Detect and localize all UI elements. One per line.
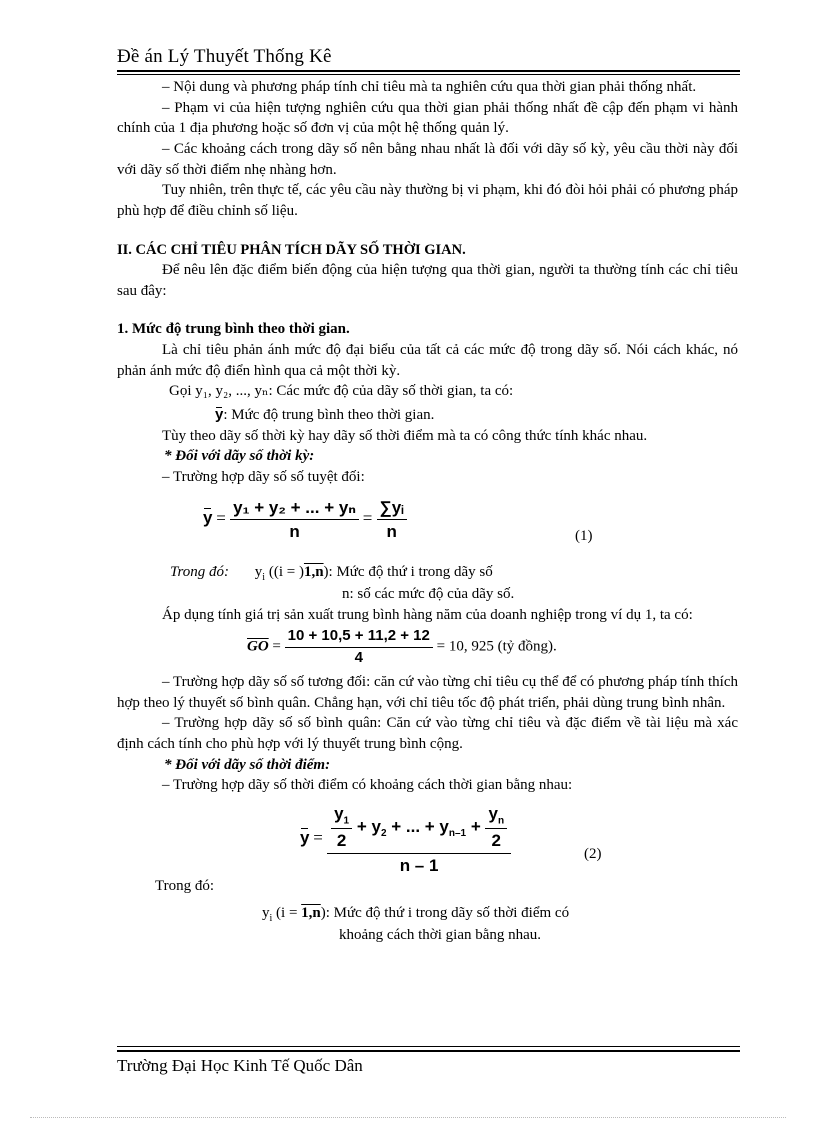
paragraph: – Các khoảng cách trong dãy số nên bằng nhau nhất là đối với dãy số kỳ, yêu cầu thời này đối với dãy số thời điểm nhẹ nhàng hơn. xyxy=(117,141,738,178)
paragraph: – Nội dung và phương pháp tính chỉ tiêu mà ta nghiên cứu qua thời gian phải thống nhất. xyxy=(162,79,697,95)
paragraph: Gọi y₁, y₂, ..., yₙ: Các mức độ của dãy số thời gian, ta có: xyxy=(169,383,514,400)
paragraph: – Trường hợp dãy số số tương đối: căn cứ vào từng chỉ tiêu cụ thể để có phương pháp tính thích hợp theo lý thuyết số bình quân. Chẳng hạn, với chỉ tiêu tốc độ phát triển, phải dùng trung bình nhân. xyxy=(117,673,738,711)
footer-title: Trường Đại Học Kinh Tế Quốc Dân xyxy=(117,1056,363,1075)
go-numerator: 10 + 10,5 + 11,2 + 12 xyxy=(285,626,433,648)
paragraph: Để nêu lên đặc điểm biến động của hiện tượng qua thời gian, người ta thường tính các chỉ tiêu sau đây: xyxy=(117,261,738,299)
equation-number: (1) xyxy=(575,527,593,544)
paragraph: – Trường hợp dãy số số tuyệt đối: xyxy=(162,469,365,485)
paragraph: n: số các mức độ của dãy số. xyxy=(342,586,515,603)
paragraph: Tùy theo dãy số thời kỳ hay dãy số thời điểm mà ta có công thức tính khác nhau. xyxy=(162,427,648,444)
paragraph: – Trường hợp dãy số thời điểm có khoảng cách thời gian bằng nhau: xyxy=(162,777,573,794)
page-content xyxy=(117,73,738,946)
italic-heading: * Đối với dãy số thời điểm: xyxy=(164,756,331,773)
formula-1: y = $\frac{\text{y₁ + y₂ + ... + yₙ}}{n}$ = $\frac{\text{∑yᵢ}}{n}$ (1) xyxy=(117,488,738,564)
paragraph: khoảng cách thời gian bằng nhau. xyxy=(339,927,542,944)
paragraph: – Phạm vi của hiện tượng nghiên cứu qua thời gian phải thống nhất đề cập đến phạm vi hành chính của 1 địa phương hoặc số đơn vị của một hệ thống quản lý. xyxy=(117,99,738,137)
formula-1-denominator-2: n xyxy=(386,522,397,542)
y-bar-symbol: y xyxy=(215,405,223,426)
footer-rule-thick xyxy=(117,1050,740,1052)
formula-1-denominator: n xyxy=(289,522,300,542)
paragraph: Là chỉ tiêu phản ánh mức độ đại biểu của tất cả các mức độ trong dãy số. Nói cách khác, nó phản ánh mức độ điển hình qua cả một thời kỳ. xyxy=(117,341,738,379)
sequence-expression: y₁, y₂, ..., yₙ xyxy=(195,383,269,400)
formula-1-sum: ∑yᵢ xyxy=(377,496,407,520)
formula-go: $\overline{GO}$ = $\frac{10 + 10,5 + 11,2 + 12}{4}$ = 10, 925 (tỷ đồng). xyxy=(117,626,738,672)
paragraph: Áp dụng tính giá trị sản xuất trung bình hàng năm của doanh nghiệp trong ví dụ 1, ta có: xyxy=(162,607,693,624)
subsection-heading: 1. Mức độ trung bình theo thời gian. xyxy=(117,321,350,338)
header-title: Đề án Lý Thuyết Thống Kê xyxy=(117,46,332,67)
formula-2: y = $\frac{y_1}{2}$ + $y_2$ + ... + $y_{n-1}$ + $\frac{y_n}{2}$ n – 1 (2) xyxy=(117,796,738,874)
paragraph: y: Mức độ trung bình theo thời gian. xyxy=(117,405,738,426)
formula-2-denominator: n – 1 xyxy=(399,855,439,875)
paragraph: Trong đó: xyxy=(155,877,215,894)
section-heading: II. CÁC CHỈ TIÊU PHÂN TÍCH DÃY SỐ THỜI GIAN. xyxy=(117,241,466,258)
go-result: = 10, 925 (tỷ đồng). xyxy=(436,638,557,655)
header-rule xyxy=(117,70,740,72)
paragraph: $y_i$ (i = 1,n): Mức độ thứ i trong dãy số thời điểm có xyxy=(262,904,570,924)
footer-rule xyxy=(117,1046,740,1047)
paragraph: Tuy nhiên, trên thực tế, các yêu cầu này thường bị vi phạm, khi đó đòi hỏi phải có phương pháp phù hợp để điều chỉnh số liệu. xyxy=(117,182,738,220)
formula-1-numerator: y₁ + y₂ + ... + yₙ xyxy=(230,496,359,520)
page-edge-dotted-line xyxy=(30,1117,786,1118)
italic-heading: * Đối với dãy số thời kỳ: xyxy=(164,448,315,465)
paragraph: – Trường hợp dãy số số bình quân: Căn cứ vào từng chỉ tiêu và đặc điểm về tài liệu mà xác định cách tính cho phù hợp với lý thuyết trung bình cộng. xyxy=(117,715,738,752)
paragraph: Trong đó: $y_i$ ((i = )1,n): Mức độ thứ i trong dãy số xyxy=(170,563,493,583)
go-denominator: 4 xyxy=(354,648,363,666)
equation-number: (2) xyxy=(584,845,602,862)
